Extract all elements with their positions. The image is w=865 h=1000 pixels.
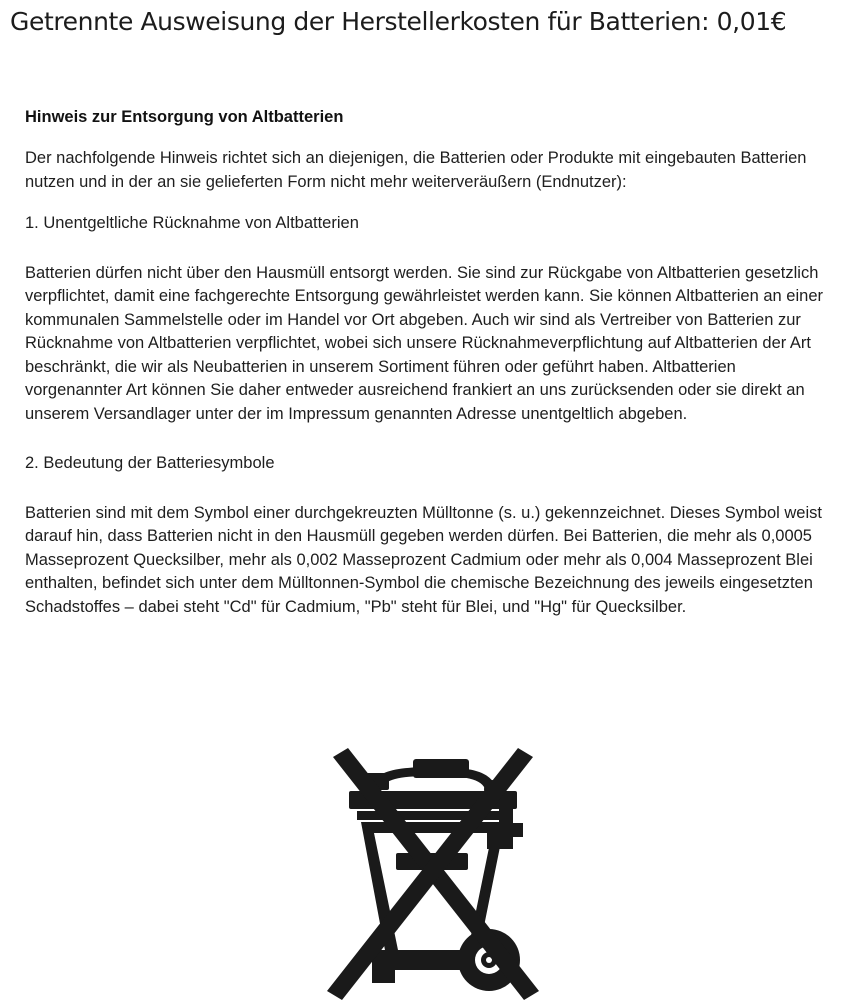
notice-heading: Hinweis zur Entsorgung von Altbatterien: [25, 108, 344, 126]
section-1-label: 1. Unentgeltliche Rücknahme von Altbatterien: [25, 214, 359, 232]
battery-disposal-notice: [25, 106, 835, 619]
crossed-out-wheelie-bin-icon: [317, 745, 549, 1000]
notice-intro-paragraph: Der nachfolgende Hinweis richtet sich an diejenigen, die Batterien oder Produkte mit eingebauten Batterien nutzen und in der an sie gelieferten Form nicht mehr weiterveräußern (Endnutzer):: [25, 149, 807, 191]
section-2-label: 2. Bedeutung der Batteriesymbole: [25, 454, 275, 472]
section-1-body: Batterien dürfen nicht über den Hausmüll entsorgt werden. Sie sind zur Rückgabe von Altbatterien gesetzlich verpflichtet, damit eine fachgerechte Entsorgung gewährleistet werden kann. Sie können Altbatterien an einer kommunalen Sammelstelle oder im Handel vor Ort abgeben. Auch wir sind als Vertreiber von Batterien zur Rücknahme von Altbatterien verpflichtet, wobei sich unsere Rücknahmeverpflichtung auf Altbatterien der Art beschränkt, die wir als Neubatterien in unserem Sortiment führen oder geführt haben. Altbatterien vorgenannter Art können Sie daher entweder ausreichend frankiert an uns zurücksenden oder sie direkt an unserem Versandlager unter der im Impressum genannten Adresse unentgeltlich abgeben.: [25, 263, 823, 423]
section-2-body: Batterien sind mit dem Symbol einer durchgekreuzten Mülltonne (s. u.) gekennzeichnet. Dieses Symbol weist darauf hin, dass Batterien nicht in den Hausmüll gegeben werden dürfen. Bei Batterien, die mehr als 0,0005 Masseprozent Quecksilber, mehr als 0,002 Masseprozent Cadmium oder mehr als 0,004 Masseprozent Blei enthalten, befindet sich unter dem Mülltonnen-Symbol die chemische Bezeichnung des jeweils eingesetzten Schadstoffes – dabei steht "Cd" für Cadmium, "Pb" steht für Blei, und "Hg" für Quecksilber.: [25, 503, 822, 616]
page-title: Getrennte Ausweisung der Herstellerkosten für Batterien: 0,01€: [10, 7, 787, 36]
symbol-container: [0, 745, 865, 1000]
